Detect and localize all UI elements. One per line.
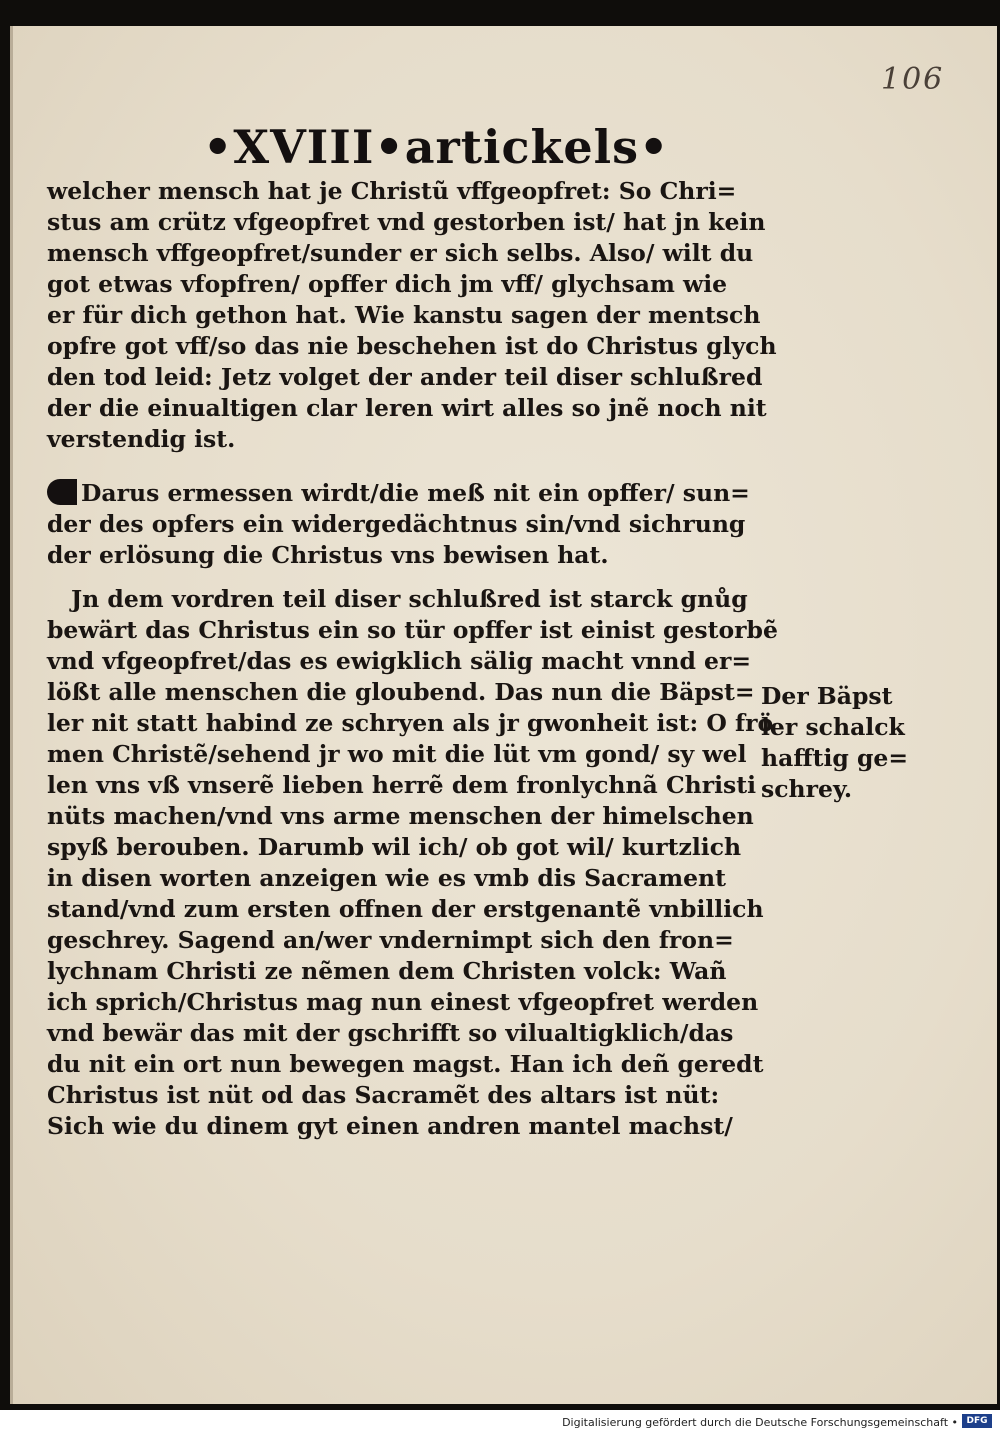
funding-credit: Digitalisierung gefördert durch die Deutsche Forschungsgemeinschaft • — [562, 1416, 958, 1429]
text-line: men Christẽ/sehend jr wo mit die lüt vm gond/ sy wel — [47, 740, 747, 768]
text-line-with-pilcrow — [47, 478, 750, 509]
running-heading: •XVIII•artickels• — [203, 120, 670, 174]
text-line: Darus ermessen wirdt/die meß nit ein opffer/ sun= — [81, 479, 750, 507]
text-line: len vns vß vnserẽ lieben herrẽ dem fronlychnã Christi — [47, 771, 757, 799]
paragraph-3 — [47, 584, 778, 1142]
text-line: verstendig ist. — [47, 425, 236, 453]
margin-line: hafftig ge= — [761, 744, 909, 772]
pilcrow-icon — [47, 479, 77, 505]
text-line: vnd vfgeopfret/das es ewigklich sälig macht vnnd er= — [47, 647, 752, 675]
text-line: opfre got vff/so das nie beschehen ist do Christus glych — [47, 332, 777, 360]
text-line: Sich wie du dinem gyt einen andren mantel machst/ — [47, 1112, 733, 1140]
text-line: ich sprich/Christus mag nun einest vfgeopfret werden — [47, 988, 759, 1016]
folio-number: 106 — [881, 62, 945, 97]
text-line: nüts machen/vnd vns arme menschen der himelschen — [47, 802, 754, 830]
text-line: du nit ein ort nun bewegen magst. Han ich deñ geredt — [47, 1050, 764, 1078]
text-line: Jn dem vordren teil diser schlußred ist starck gnůg — [71, 585, 748, 613]
paragraph-2 — [47, 478, 750, 571]
text-line: der die einualtigen clar leren wirt alles so jnẽ noch nit — [47, 394, 767, 422]
margin-line: schrey. — [761, 775, 853, 803]
text-line: stand/vnd zum ersten offnen der erstgenantẽ vnbillich — [47, 895, 764, 923]
text-line: mensch vffgeopfret/sunder er sich selbs. Also/ wilt du — [47, 239, 754, 267]
text-line: geschrey. Sagend an/wer vndernimpt sich den fron= — [47, 926, 734, 954]
text-line: den tod leid: Jetz volget der ander teil diser schlußred — [47, 363, 763, 391]
margin-line: ler schalck — [761, 713, 905, 741]
text-line: Christus ist nüt od das Sacramẽt des altars ist nüt: — [47, 1081, 720, 1109]
paragraph-1 — [47, 176, 777, 455]
text-line: lychnam Christi ze nẽmen dem Christen volck: Wañ — [47, 957, 727, 985]
text-line: stus am crütz vfgeopfret vnd gestorben ist/ hat jn kein — [47, 208, 766, 236]
text-line: er für dich gethon hat. Wie kanstu sagen der mentsch — [47, 301, 761, 329]
text-line: got etwas vfopfren/ opffer dich jm vff/ glychsam wie — [47, 270, 728, 298]
text-line: der des opfers ein widergedächtnus sin/vnd sichrung — [47, 510, 746, 538]
book-page — [10, 26, 997, 1404]
text-line: welcher mensch hat je Christũ vffgeopfret: So Chri= — [47, 177, 737, 205]
marginal-note — [761, 681, 908, 805]
text-line: der erlösung die Christus vns bewisen hat. — [47, 541, 609, 569]
text-line: vnd bewär das mit der gschrifft so vilualtigklich/das — [47, 1019, 734, 1047]
text-line: bewärt das Christus ein so tür opffer ist einist gestorbẽ — [47, 616, 778, 644]
text-line: ler nit statt habind ze schryen als jr gwonheit ist: O frö — [47, 709, 774, 737]
dfg-logo: DFG — [962, 1414, 992, 1428]
margin-line: Der Bäpst — [761, 682, 893, 710]
text-line: in disen worten anzeigen wie es vmb dis Sacrament — [47, 864, 726, 892]
text-line: spyß berouben. Darumb wil ich/ ob got wil/ kurtzlich — [47, 833, 742, 861]
text-line: lößt alle menschen die gloubend. Das nun die Bäpst= — [47, 678, 755, 706]
